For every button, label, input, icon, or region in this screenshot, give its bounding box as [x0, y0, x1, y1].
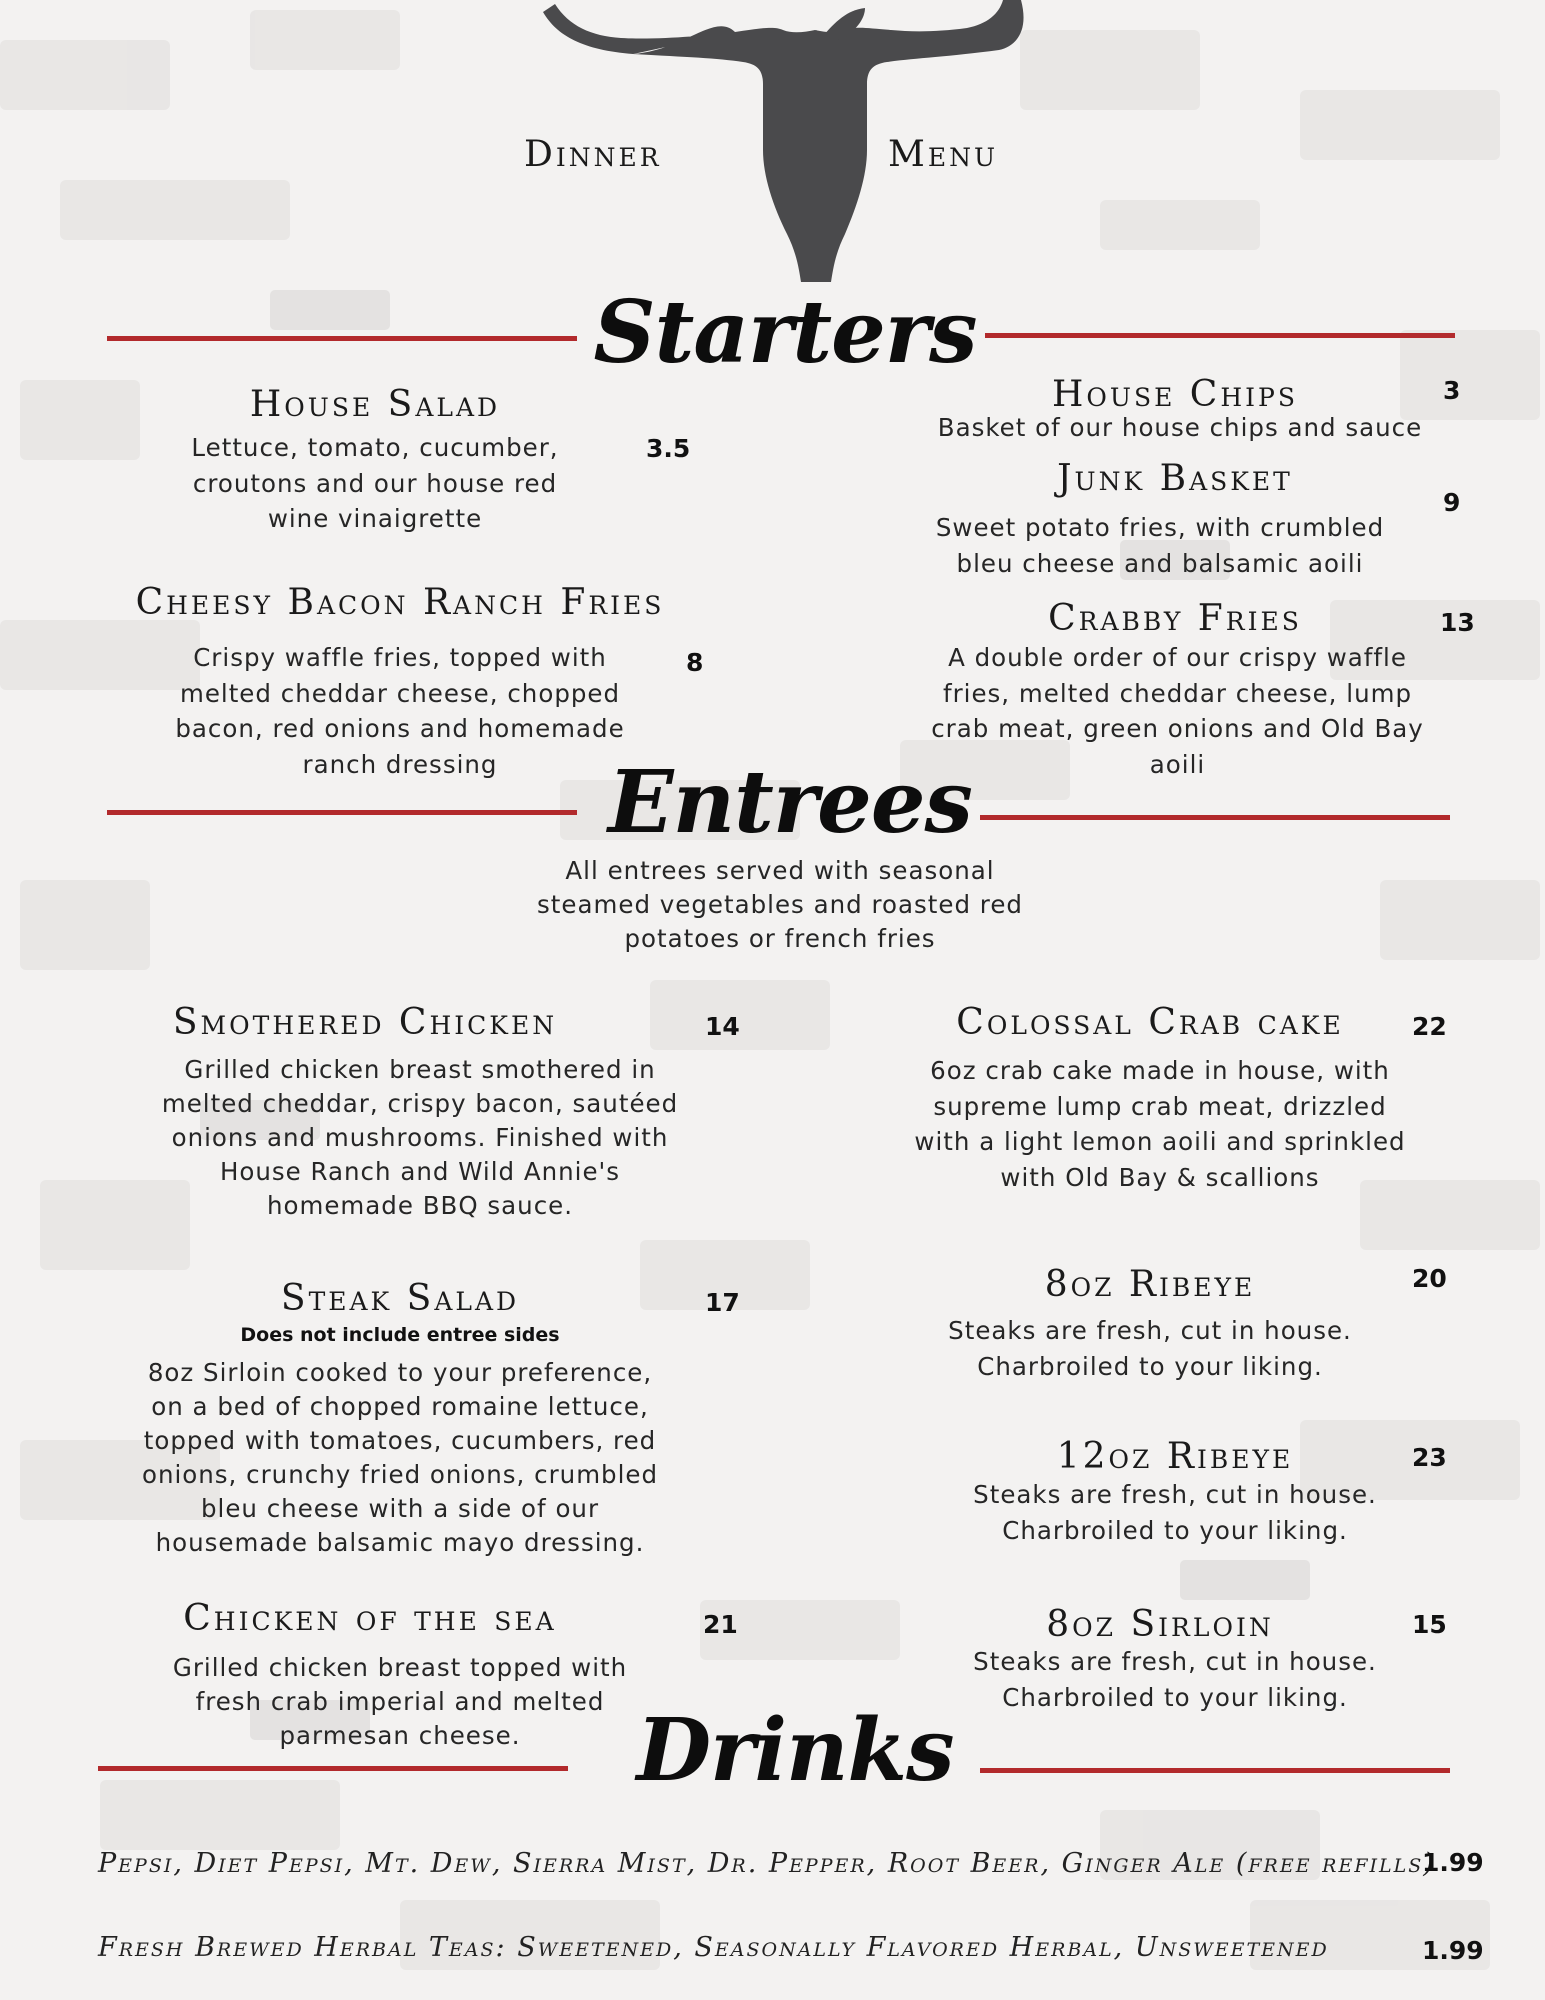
entrees-note: All entrees served with seasonal steamed vegetables and roasted red potatoes or french fries — [537, 856, 1023, 953]
crabby-fries-title: Crabby Fries — [1048, 598, 1302, 639]
drinks-heading: Drinks — [636, 1700, 954, 1801]
cheesy-bacon-ranch-fries-title: Cheesy Bacon Ranch Fries — [135, 582, 665, 623]
chicken-of-the-sea-title: Chicken of the sea — [183, 1598, 557, 1639]
colossal-crab-cake-price: 22 — [1412, 1012, 1447, 1041]
steak-salad-description: 8oz Sirloin cooked to your preference, on a bed of chopped romaine lettuce, topped with tomatoes, cucumbers, red onions, crunchy fried onions, crumbled bleu cheese with a side of our housemade balsamic mayo dressing. — [141, 1358, 659, 1557]
chicken-of-the-sea-description: Grilled chicken breast topped with fresh crab imperial and melted parmesan cheese. — [172, 1653, 628, 1750]
starters-rule-right — [985, 333, 1455, 338]
8oz-sirloin-price: 15 — [1412, 1610, 1447, 1639]
menu-title-right: Menu — [888, 134, 999, 175]
cheesy-bacon-ranch-fries-price: 8 — [686, 648, 704, 677]
entrees-heading: Entrees — [608, 752, 972, 853]
smothered-chicken-description: Grilled chicken breast smothered in melted cheddar, crispy bacon, sautéed onions and mushrooms. Finished with House Ranch and Wild Annie's homemade BBQ sauce. — [161, 1055, 679, 1220]
house-chips-price: 3 — [1443, 376, 1461, 405]
junk-basket-price: 9 — [1443, 488, 1461, 517]
8oz-sirloin-description: Steaks are fresh, cut in house. Charbroiled to your liking. — [973, 1647, 1377, 1712]
drinks-rule-right — [980, 1768, 1450, 1773]
cheesy-bacon-ranch-fries-description: Crispy waffle fries, topped with melted cheddar cheese, chopped bacon, red onions and homemade ranch dressing — [175, 643, 625, 779]
soft-drinks-price: 1.99 — [1422, 1848, 1484, 1877]
8oz-sirloin-title: 8oz Sirloin — [1046, 1604, 1274, 1645]
chicken-of-the-sea-price: 21 — [703, 1610, 738, 1639]
junk-basket-title: Junk Basket — [1057, 458, 1293, 499]
soft-drinks-item: Pepsi, Diet Pepsi, Mt. Dew, Sierra Mist, Dr. Pepper, Root Beer, Ginger Ale (free refills) — [98, 1848, 1436, 1879]
8oz-ribeye-title: 8oz Ribeye — [1044, 1264, 1256, 1305]
8oz-ribeye-description: Steaks are fresh, cut in house. Charbroiled to your liking. — [948, 1316, 1352, 1381]
entrees-rule-right — [980, 815, 1450, 820]
starters-heading: Starters — [593, 282, 977, 383]
drinks-rule-left — [98, 1766, 568, 1771]
herbal-teas-price: 1.99 — [1422, 1936, 1484, 1965]
crabby-fries-price: 13 — [1440, 608, 1475, 637]
smothered-chicken-price: 14 — [705, 1012, 740, 1041]
12oz-ribeye-price: 23 — [1412, 1443, 1447, 1472]
house-chips-description: Basket of our house chips and sauce — [937, 413, 1423, 442]
colossal-crab-cake-description: 6oz crab cake made in house, with supreme lump crab meat, drizzled with a light lemon aoili and sprinkled with Old Bay & scallions — [914, 1056, 1406, 1192]
house-salad-description: Lettuce, tomato, cucumber, croutons and our house red wine vinaigrette — [191, 433, 559, 533]
crabby-fries-description: A double order of our crispy waffle fries, melted cheddar cheese, lump crab meat, green onions and Old Bay aoili — [931, 643, 1424, 779]
8oz-ribeye-price: 20 — [1412, 1264, 1447, 1293]
steak-salad-title: Steak Salad — [280, 1278, 520, 1319]
starters-rule-left — [107, 336, 577, 341]
12oz-ribeye-description: Steaks are fresh, cut in house. Charbroiled to your liking. — [973, 1480, 1377, 1545]
steak-salad-subnote: Does not include entree sides — [240, 1324, 560, 1346]
12oz-ribeye-title: 12oz Ribeye — [1056, 1436, 1294, 1477]
smothered-chicken-title: Smothered Chicken — [172, 1002, 558, 1043]
herbal-teas-item: Fresh Brewed Herbal Teas: Sweetened, Seasonally Flavored Herbal, Unsweetened — [98, 1932, 1329, 1963]
steak-salad-price: 17 — [705, 1288, 740, 1317]
house-salad-title: House Salad — [249, 384, 501, 425]
entrees-rule-left — [107, 810, 577, 815]
menu-title-left: Dinner — [524, 134, 662, 175]
house-chips-title: House Chips — [1052, 374, 1298, 415]
house-salad-price: 3.5 — [646, 434, 691, 463]
junk-basket-description: Sweet potato fries, with crumbled bleu cheese and balsamic aoili — [935, 513, 1385, 578]
colossal-crab-cake-title: Colossal Crab cake — [956, 1002, 1344, 1043]
